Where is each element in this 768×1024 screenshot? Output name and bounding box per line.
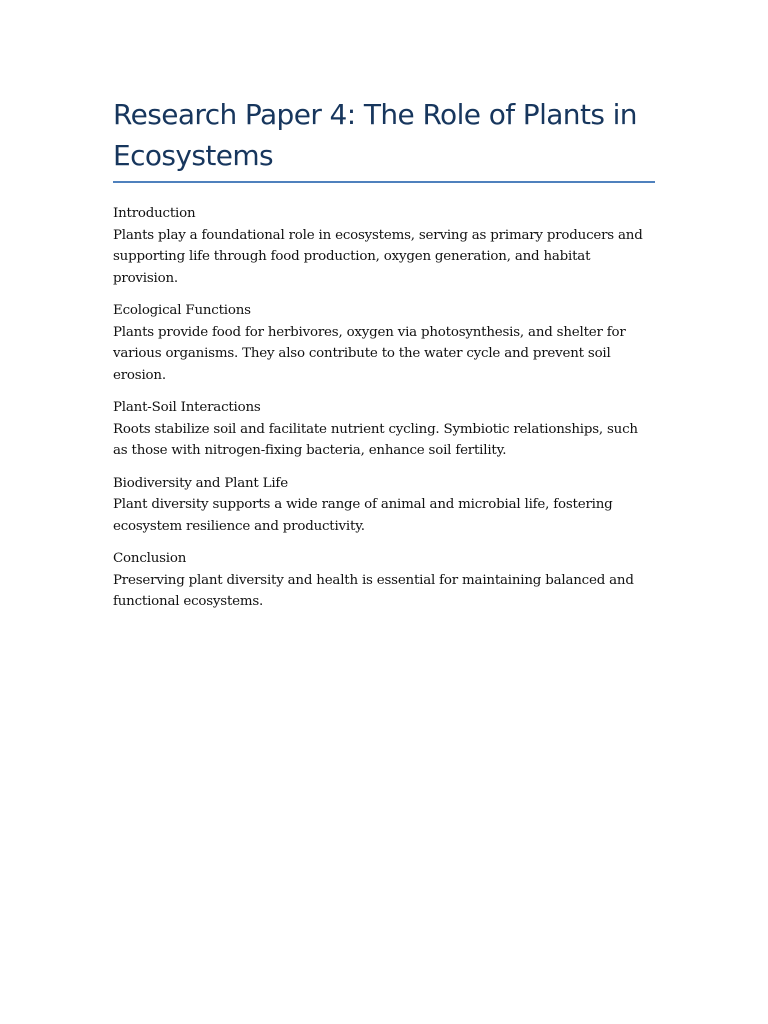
section-heading: Plant-Soil Interactions	[113, 400, 261, 415]
section-heading: Introduction	[113, 206, 196, 221]
section-conclusion	[113, 548, 655, 613]
document-title: Research Paper 4: The Role of Plants in Ecosystems	[113, 98, 637, 172]
document-content	[113, 94, 655, 624]
title-divider	[113, 181, 655, 183]
section-introduction	[113, 203, 655, 289]
section-biodiversity	[113, 473, 655, 538]
section-plant-soil-interactions	[113, 397, 655, 462]
section-body: Plant diversity supports a wide range of animal and microbial life, fostering ecosystem resilience and productivity.	[113, 497, 613, 534]
section-heading: Conclusion	[113, 551, 187, 566]
section-heading: Ecological Functions	[113, 303, 251, 318]
section-heading: Biodiversity and Plant Life	[113, 475, 288, 491]
section-ecological-functions	[113, 300, 655, 386]
section-body: Preserving plant diversity and health is essential for maintaining balanced and functional ecosystems.	[113, 572, 634, 609]
section-body: Roots stabilize soil and facilitate nutrient cycling. Symbiotic relationships, such as those with nitrogen-fixing bacteria, enhance soil fertility.	[113, 421, 638, 458]
section-body: Plants play a foundational role in ecosystems, serving as primary producers and supporting life through food production, oxygen generation, and habitat provision.	[113, 227, 643, 286]
section-body: Plants provide food for herbivores, oxygen via photosynthesis, and shelter for various organisms. They also contribute to the water cycle and prevent soil erosion.	[113, 324, 626, 383]
